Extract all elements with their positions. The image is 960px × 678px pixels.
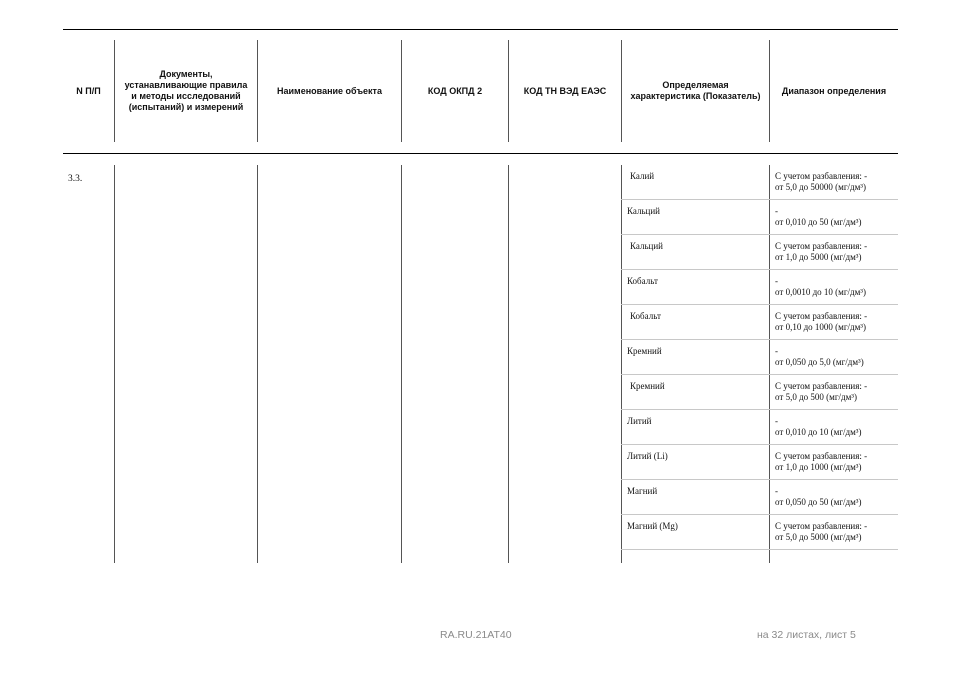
- table-row: [621, 375, 898, 410]
- determination-range: С учетом разбавления: - от 1,0 до 1000 (мг/дм³): [775, 451, 868, 472]
- header-col-okpd2: КОД ОКПД 2: [427, 85, 483, 96]
- table-row: [621, 445, 898, 480]
- header-col-tnved: КОД ТН ВЭД ЕАЭС: [523, 85, 607, 96]
- table-row: [621, 305, 898, 340]
- determination-range: С учетом разбавления: - от 0,10 до 1000 (мг/дм³): [775, 311, 868, 332]
- table-row: [621, 515, 898, 550]
- table-row: [621, 480, 898, 515]
- table-row: [621, 410, 898, 445]
- section-number: 3.3.: [68, 174, 83, 184]
- characteristic-name: Кремний: [627, 346, 662, 356]
- determination-range: - от 0,010 до 50 (мг/дм³): [775, 206, 862, 227]
- table-row: [621, 235, 898, 270]
- table-row: [621, 165, 898, 200]
- header-col-characteristic: Определяемая характеристика (Показатель): [630, 80, 761, 101]
- determination-range: С учетом разбавления: - от 1,0 до 5000 (мг/дм³): [775, 241, 868, 262]
- characteristic-name: Кремний: [630, 381, 665, 391]
- determination-range: - от 0,050 до 5,0 (мг/дм³): [775, 346, 864, 367]
- characteristic-name: Магний: [627, 486, 658, 496]
- determination-range: С учетом разбавления: - от 5,0 до 50000 (мг/дм³): [775, 171, 868, 192]
- header-bottom-rule: [63, 153, 898, 154]
- table-row: [621, 200, 898, 235]
- body-divider: [508, 165, 509, 563]
- characteristic-name: Кальций: [627, 206, 661, 216]
- characteristic-name: Литий (Li): [627, 451, 668, 461]
- footer-doc-id: RA.RU.21AT40: [440, 629, 512, 641]
- characteristic-name: Кальций: [630, 241, 664, 251]
- table-row: [621, 340, 898, 375]
- characteristic-name: Литий: [627, 416, 652, 426]
- header-col-documents: Документы, устанавливающие правила и методы исследований (испытаний) и измерений: [124, 69, 248, 112]
- determination-range: - от 0,010 до 10 (мг/дм³): [775, 416, 862, 437]
- characteristic-name: Магний (Mg): [627, 521, 678, 531]
- body-divider: [257, 165, 258, 563]
- table-row: [621, 270, 898, 305]
- determination-range: С учетом разбавления: - от 5,0 до 500 (мг/дм³): [775, 381, 868, 402]
- header-col-range: Диапазон определения: [781, 85, 887, 96]
- footer-sheet-info: на 32 листах, лист 5: [757, 629, 856, 641]
- characteristics-table: [621, 165, 898, 550]
- characteristic-name: Калий: [630, 171, 655, 181]
- header-col-number: N П/П: [76, 85, 101, 96]
- characteristic-name: Кобальт: [627, 276, 658, 286]
- determination-range: - от 0,050 до 50 (мг/дм³): [775, 486, 862, 507]
- body-divider: [401, 165, 402, 563]
- characteristic-name: Кобальт: [630, 311, 661, 321]
- header-col-object-name: Наименование объекта: [277, 85, 382, 96]
- determination-range: - от 0,0010 до 10 (мг/дм³): [775, 276, 866, 297]
- body-divider: [114, 165, 115, 563]
- determination-range: С учетом разбавления: - от 5,0 до 5000 (мг/дм³): [775, 521, 868, 542]
- header-top-rule: [63, 29, 898, 30]
